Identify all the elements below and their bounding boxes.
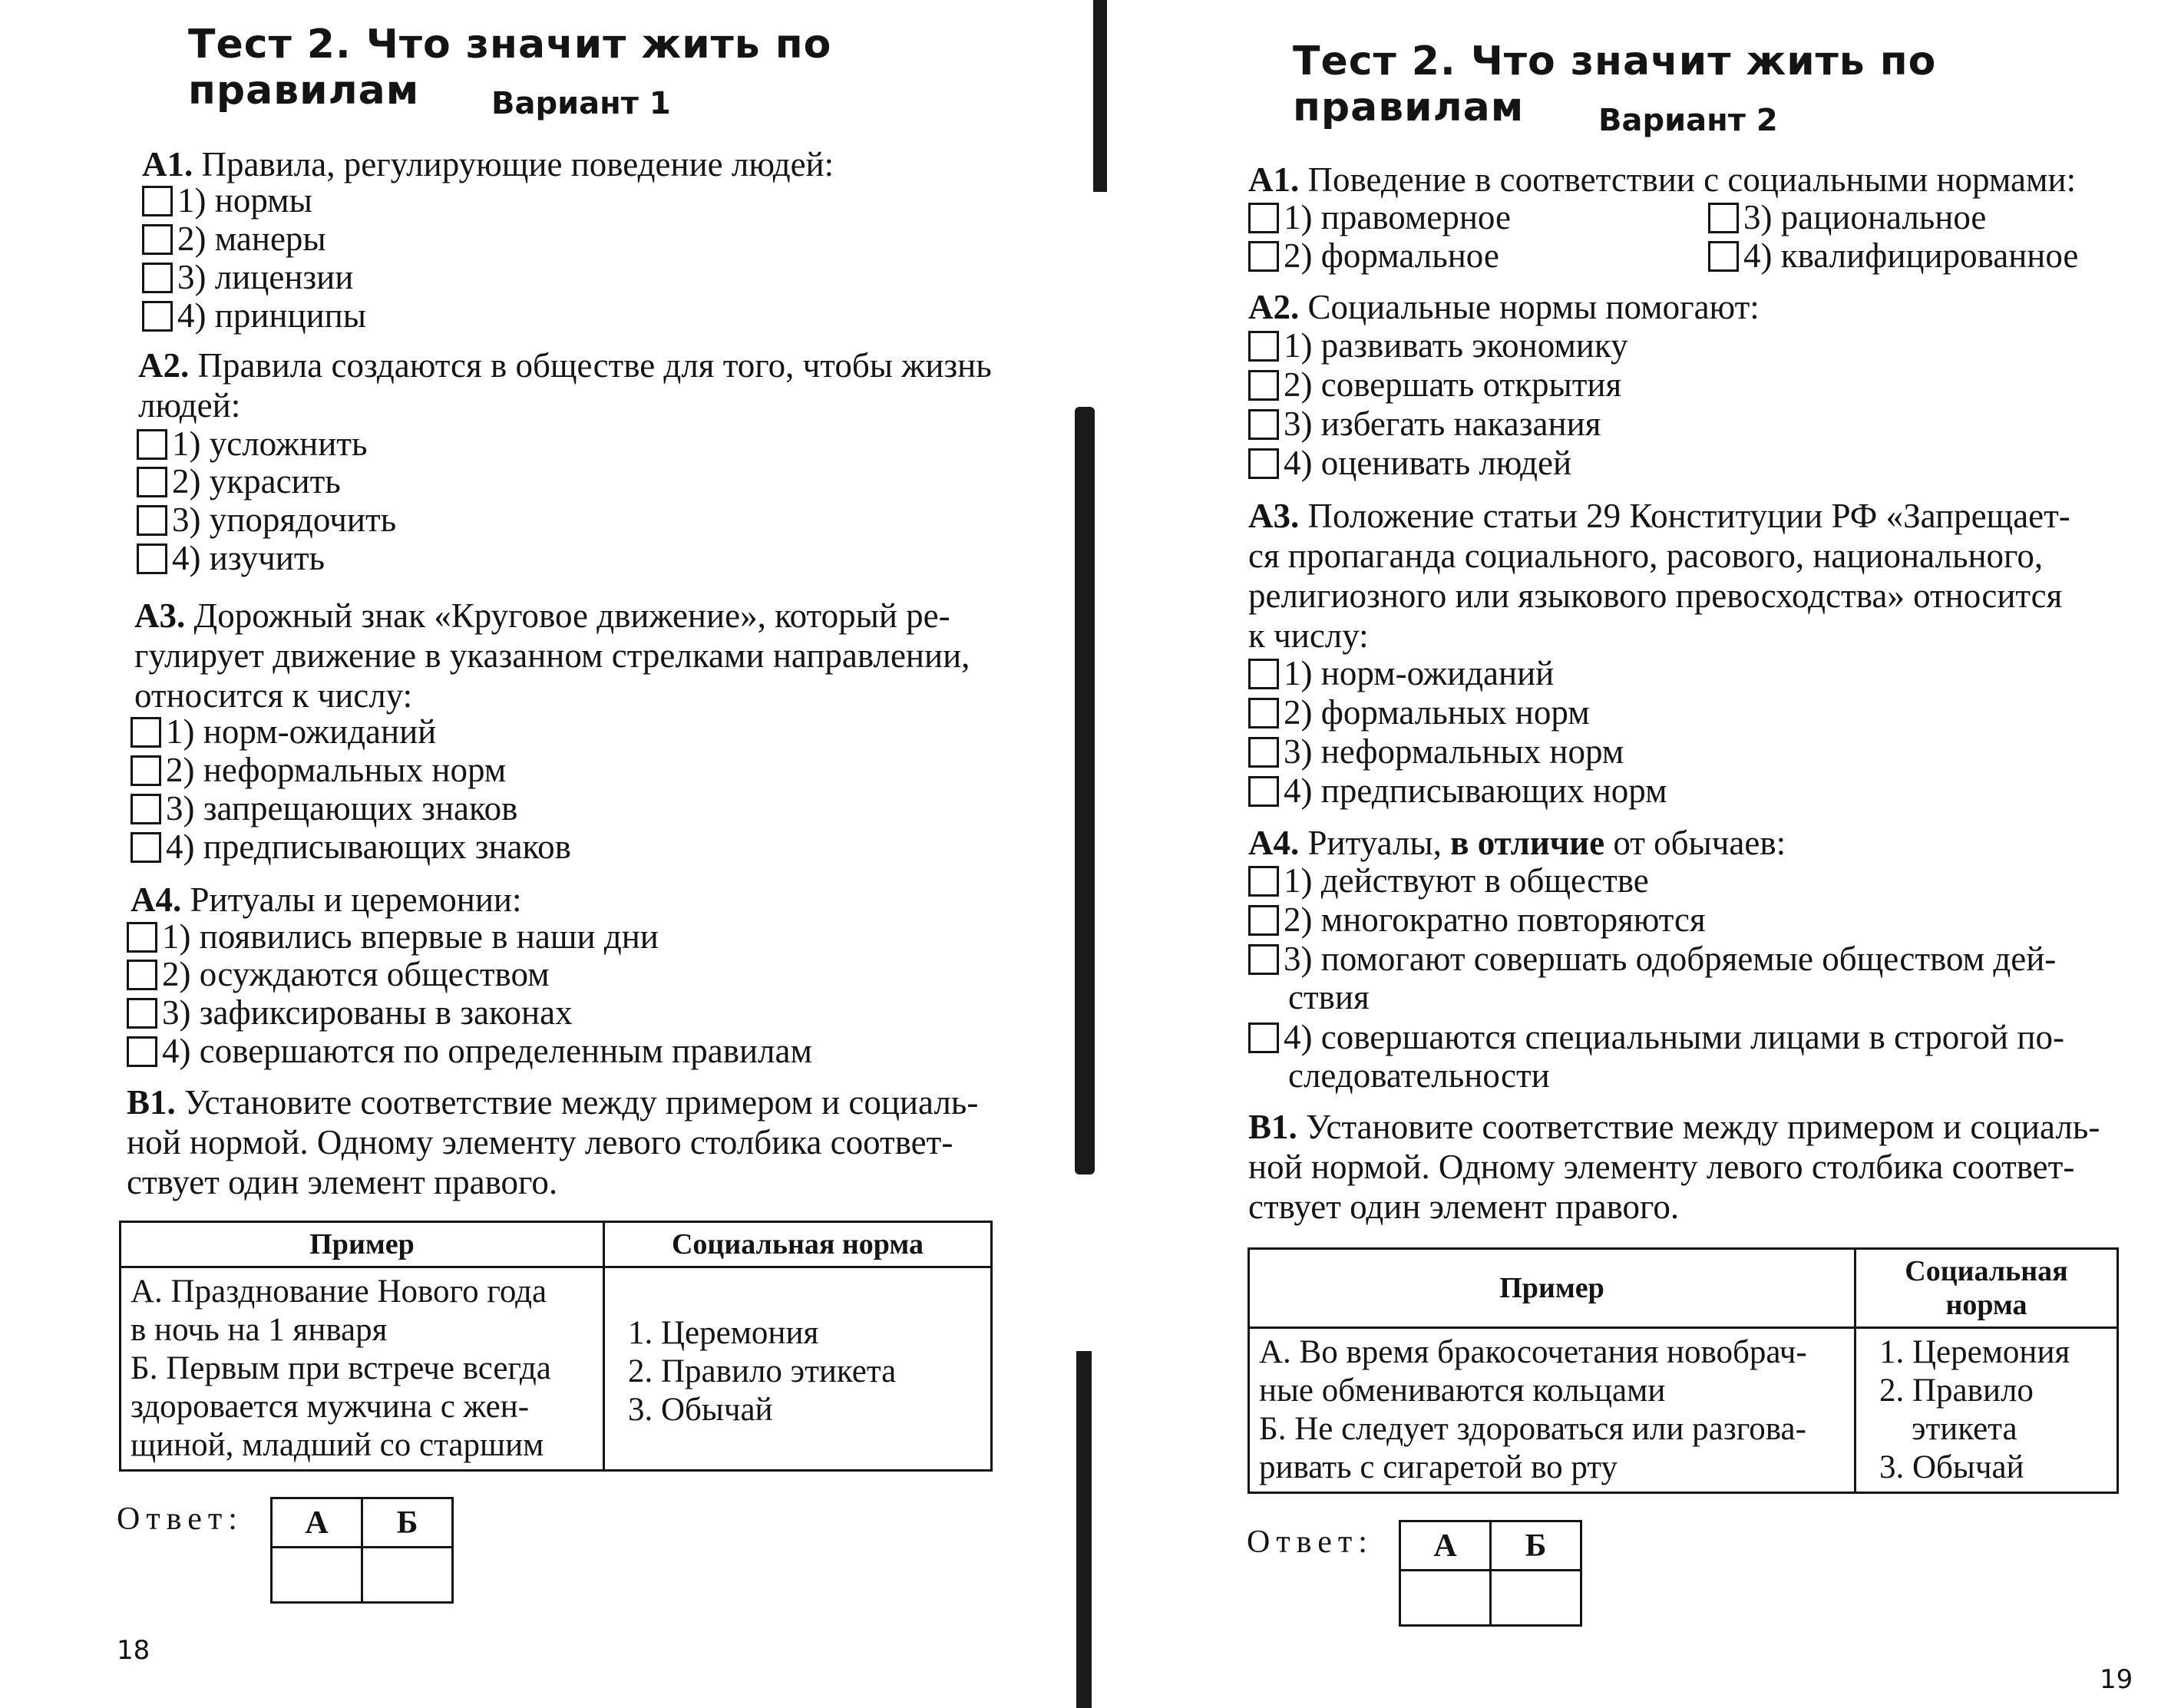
answer-col-header: А bbox=[272, 1498, 362, 1548]
checkbox[interactable] bbox=[1708, 241, 1739, 272]
question-text: Ритуалы, bbox=[1307, 824, 1442, 862]
checkbox[interactable] bbox=[142, 301, 173, 332]
answer-option[interactable]: 1) развивать экономику bbox=[1248, 326, 1628, 365]
answer-option[interactable]: 2) манеры bbox=[142, 220, 326, 258]
answer-col-header: Б bbox=[362, 1498, 453, 1548]
question-text: Социальные нормы помогают: bbox=[1307, 288, 1760, 326]
question-b1 bbox=[127, 1082, 978, 1202]
answer-col-header: А bbox=[1400, 1521, 1491, 1571]
answer-option[interactable]: 1) появились впервые в наши дни bbox=[127, 917, 659, 956]
answer-cell[interactable] bbox=[1491, 1571, 1581, 1626]
table-header: Социальная норма bbox=[1856, 1249, 2118, 1328]
answer-option[interactable]: 1) нормы bbox=[142, 181, 312, 220]
question-text: от обычаев: bbox=[1613, 824, 1786, 862]
table-cell-examples: А. Празднование Нового года в ночь на 1 января Б. Первым при встрече всегда здоровается мужчина с жен- щиной, младший со старшим bbox=[121, 1267, 604, 1471]
table-cell-examples: А. Во время бракосочетания новобрач- ные обмениваются кольцами Б. Не следует здороваться или разгова- ривать с сигаретой во рту bbox=[1249, 1328, 1856, 1493]
question-a3 bbox=[134, 596, 970, 715]
question-a2 bbox=[1248, 287, 1760, 327]
checkbox[interactable] bbox=[137, 467, 167, 497]
question-text: религиозного или языкового превосходства» относится bbox=[1248, 576, 2063, 615]
question-a1 bbox=[142, 144, 834, 184]
table-header: Пример bbox=[121, 1222, 604, 1267]
question-text: людей: bbox=[138, 386, 241, 425]
question-label: В1. bbox=[127, 1083, 176, 1122]
answer-option[interactable]: 3) избегать наказания bbox=[1248, 405, 1601, 443]
answer-option[interactable]: 3) зафиксированы в законах bbox=[127, 993, 573, 1032]
checkbox[interactable] bbox=[142, 186, 173, 216]
question-text: ствует один элемент правого. bbox=[1248, 1188, 1680, 1226]
question-text: Правила создаются в обществе для того, чтобы жизнь bbox=[197, 346, 992, 385]
question-a3 bbox=[1248, 496, 2070, 656]
answer-option[interactable]: 2) украсить bbox=[137, 462, 341, 501]
table-header: Пример bbox=[1249, 1249, 1856, 1328]
table-cell-norms: 1. Церемония 2. Правило этикета 3. Обычай bbox=[1856, 1328, 2118, 1493]
checkbox[interactable] bbox=[131, 832, 161, 863]
page-number: 19 bbox=[2100, 1664, 2133, 1695]
answer-option[interactable]: 2) осуждаются обществом bbox=[127, 955, 550, 993]
answer-option[interactable]: 1) норм-ожиданий bbox=[131, 712, 436, 751]
question-text: Поведение в соответствии с социальными нормами: bbox=[1307, 160, 2077, 199]
question-text: гулирует движение в указанном стрелками направлении, bbox=[134, 636, 970, 675]
question-text: ся пропаганда социального, расового, национального, bbox=[1248, 537, 2044, 575]
question-text: Установите соответствие между примером и социаль- bbox=[1306, 1108, 2100, 1146]
question-text: Ритуалы и церемонии: bbox=[190, 880, 522, 919]
question-label: А2. bbox=[1248, 288, 1300, 326]
answer-option[interactable]: 2) совершать открытия bbox=[1248, 365, 1621, 404]
question-a4 bbox=[131, 880, 521, 920]
checkbox[interactable] bbox=[137, 543, 167, 574]
answer-option[interactable]: 1) усложнить bbox=[137, 425, 368, 463]
checkbox[interactable] bbox=[127, 922, 157, 953]
page-spine-shadow bbox=[1076, 1351, 1092, 1708]
checkbox[interactable] bbox=[1248, 1022, 1279, 1053]
checkbox[interactable] bbox=[1248, 448, 1279, 479]
answer-option[interactable]: 2) неформальных норм bbox=[131, 751, 506, 789]
answer-cell[interactable] bbox=[1400, 1571, 1491, 1626]
question-text: относится к числу: bbox=[134, 676, 413, 715]
left-page bbox=[0, 0, 1075, 1708]
question-label: А2. bbox=[138, 346, 190, 385]
question-text-emphasis: в отличие bbox=[1450, 824, 1605, 862]
answer-option[interactable]: 4) изучить bbox=[137, 539, 325, 577]
checkbox[interactable] bbox=[1248, 866, 1279, 897]
question-label: А1. bbox=[1248, 160, 1300, 199]
right-page bbox=[1098, 0, 2181, 1708]
answer-label: Ответ: bbox=[1247, 1525, 1373, 1560]
page-number: 18 bbox=[117, 1635, 150, 1666]
answer-option[interactable]: 1) правомерное bbox=[1248, 198, 1511, 236]
checkbox[interactable] bbox=[1248, 905, 1279, 936]
matching-table bbox=[119, 1221, 993, 1472]
answer-option[interactable]: 3) помогают совершать одобряемые обществом дей- ствия bbox=[1248, 940, 2056, 978]
question-text: ной нормой. Одному элементу левого столбика соответ- bbox=[127, 1123, 953, 1161]
answer-grid[interactable] bbox=[270, 1497, 454, 1604]
checkbox[interactable] bbox=[1708, 203, 1739, 233]
answer-option[interactable]: 3) лицензии bbox=[142, 258, 353, 296]
answer-col-header: Б bbox=[1491, 1521, 1581, 1571]
answer-option[interactable]: 1) действуют в обществе bbox=[1248, 861, 1649, 900]
question-text: Положение статьи 29 Конституции РФ «Запрещает- bbox=[1307, 497, 2070, 535]
answer-cell[interactable] bbox=[272, 1548, 362, 1603]
checkbox[interactable] bbox=[137, 505, 167, 536]
answer-option[interactable]: 4) совершаются по определенным правилам bbox=[127, 1032, 812, 1070]
checkbox[interactable] bbox=[127, 1036, 157, 1067]
checkbox[interactable] bbox=[1248, 659, 1279, 689]
answer-label: Ответ: bbox=[117, 1502, 243, 1537]
checkbox[interactable] bbox=[137, 429, 167, 460]
question-text: Дорожный знак «Круговое движение», который ре- bbox=[193, 596, 950, 635]
checkbox[interactable] bbox=[131, 755, 161, 786]
question-label: А4. bbox=[1248, 824, 1300, 862]
checkbox[interactable] bbox=[1248, 370, 1279, 401]
question-label: В1. bbox=[1248, 1108, 1297, 1146]
question-text: Установите соответствие между примером и социаль- bbox=[184, 1083, 979, 1122]
checkbox[interactable] bbox=[1248, 944, 1279, 975]
question-label: А4. bbox=[131, 880, 182, 919]
page-title: Тест 2. Что значит жить по правилам bbox=[188, 21, 832, 114]
checkbox[interactable] bbox=[1248, 241, 1279, 272]
variant-heading: Вариант 2 bbox=[1598, 103, 1778, 138]
checkbox[interactable] bbox=[142, 263, 173, 293]
page-spine-shadow bbox=[1075, 407, 1095, 1174]
checkbox[interactable] bbox=[142, 224, 173, 255]
answer-option[interactable]: 4) квалифицированное bbox=[1708, 236, 2078, 275]
question-a1 bbox=[1248, 160, 2076, 200]
page-title: Тест 2. Что значит жить по правилам bbox=[1293, 38, 1937, 130]
answer-option[interactable]: 4) совершаются специальными лицами в строгой по- следовательности bbox=[1248, 1018, 2064, 1056]
answer-option[interactable]: 2) формальных норм bbox=[1248, 693, 1590, 732]
answer-grid[interactable] bbox=[1399, 1520, 1582, 1627]
question-text: к числу: bbox=[1248, 616, 1369, 655]
answer-option[interactable]: 3) упорядочить bbox=[137, 501, 396, 539]
checkbox[interactable] bbox=[127, 998, 157, 1029]
question-a4 bbox=[1248, 823, 1786, 863]
question-a2 bbox=[138, 345, 992, 425]
answer-option[interactable]: 3) рациональное bbox=[1708, 198, 1986, 236]
checkbox[interactable] bbox=[1248, 331, 1279, 362]
checkbox[interactable] bbox=[127, 960, 157, 990]
checkbox[interactable] bbox=[131, 717, 161, 748]
question-text: ной нормой. Одному элементу левого столбика соответ- bbox=[1248, 1148, 2075, 1186]
question-b1 bbox=[1248, 1107, 2100, 1227]
answer-option[interactable]: 3) неформальных норм bbox=[1248, 732, 1624, 771]
checkbox[interactable] bbox=[1248, 737, 1279, 768]
answer-option[interactable]: 4) принципы bbox=[142, 296, 366, 335]
answer-option[interactable]: 2) формальное bbox=[1248, 236, 1499, 275]
checkbox[interactable] bbox=[1248, 698, 1279, 728]
checkbox[interactable] bbox=[1248, 409, 1279, 440]
checkbox[interactable] bbox=[131, 794, 161, 824]
question-text: Правила, регулирующие поведение людей: bbox=[201, 145, 834, 183]
table-header: Социальная норма bbox=[604, 1222, 992, 1267]
answer-option[interactable]: 4) предписывающих норм bbox=[1248, 771, 1667, 810]
checkbox[interactable] bbox=[1248, 776, 1279, 807]
matching-table bbox=[1247, 1247, 2119, 1494]
table-cell-norms: 1. Церемония 2. Правило этикета 3. Обычай bbox=[604, 1267, 992, 1471]
question-label: А3. bbox=[1248, 497, 1300, 535]
answer-option[interactable]: 4) оценивать людей bbox=[1248, 444, 1571, 482]
answer-option[interactable]: 2) многократно повторяются bbox=[1248, 900, 1706, 939]
question-label: А3. bbox=[134, 596, 186, 635]
answer-cell[interactable] bbox=[362, 1548, 453, 1603]
question-text: ствует один элемент правого. bbox=[127, 1163, 558, 1201]
answer-option[interactable]: 4) предписывающих знаков bbox=[131, 828, 571, 866]
answer-option[interactable]: 3) запрещающих знаков bbox=[131, 789, 517, 828]
checkbox[interactable] bbox=[1248, 203, 1279, 233]
variant-heading: Вариант 1 bbox=[491, 86, 671, 121]
question-label: А1. bbox=[142, 145, 193, 183]
answer-option[interactable]: 1) норм-ожиданий bbox=[1248, 654, 1554, 692]
